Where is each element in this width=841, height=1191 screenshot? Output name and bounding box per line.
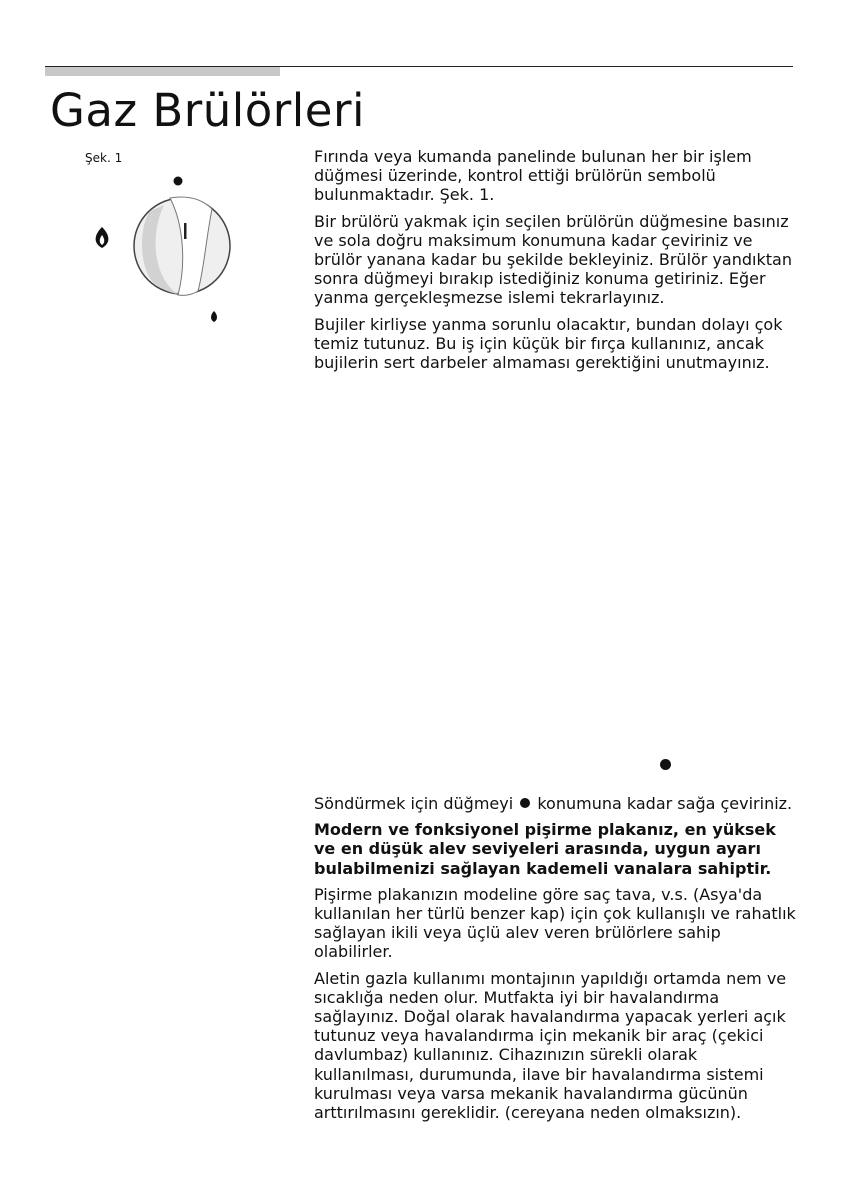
paragraph-wok-burners: Pişirme plakanızın modeline göre saç tava, v.s. (Asya'da kullanılan her türlü benzer kap) için çok kullanışlı ve rahatlık sağlayan ikili veya üçlü alev veren brülörlere sahip olabilirler.: [314, 884, 796, 962]
small-flame-icon: [211, 311, 217, 322]
control-knob: [134, 197, 230, 295]
burner-knob-figure: [80, 165, 240, 335]
paragraph-spark-plugs: Bujiler kirliyse yanma sorunlu olacaktır, bundan dolayı çok temiz tutunuz. Bu iş için küçük bir fırça kullanınız, ancak bujilerin sert darbeler almaması gerektiğini unutmayınız.: [314, 314, 783, 373]
turn-off-text-start: Söndürmek için düğmeyi: [314, 794, 514, 813]
page-title: Gaz Brülörleri: [50, 84, 365, 137]
header-accent-bar: [45, 67, 280, 76]
paragraph-valves: Modern ve fonksiyonel pişirme plakanız, en yüksek ve en düşük alev seviyeleri arasında, uygun ayarı bulabilmenizi sağlayan kademeli vanalara sahiptir.: [314, 820, 776, 878]
ignition-instructions: [314, 147, 802, 379]
off-position-dot-icon: [174, 177, 183, 186]
paragraph-ventilation: Aletin gazla kullanımı montajının yapıldığı ortamda nem ve sıcaklığa neden olur. Mutfakta iyi bir havalandırma sağlayınız. Doğal olarak havalandırma yapacak yerleri açık tutunuz veya havalandırma için mekanik bir araç (çekici davlumbaz) kullanınız. Cihazınızın sürekli olarak kullanılması, durumunda, ilave bir havalandırma sistemi kurulması veya varsa mekanik havalandırma gücünün arttırılmasını gereklidir. (cereyana neden olmaksızın).: [314, 968, 787, 1123]
figure-label: Şek. 1: [85, 151, 123, 165]
off-symbol-icon: [520, 798, 530, 808]
usage-instructions: [314, 794, 802, 1129]
paragraph-symbols: Fırında veya kumanda panelinde bulunan her bir işlem düğmesi üzerinde, kontrol ettiği brülörün sembolü bulunmaktadır. Şek. 1.: [314, 147, 752, 205]
turn-off-text-end: konumuna kadar sağa çeviriniz.: [537, 794, 793, 813]
paragraph-turn-off: [314, 794, 802, 813]
paragraph-ignition: Bir brülörü yakmak için seçilen brülörün düğmesine basınız ve sola doğru maksimum konumuna kadar çeviriniz ve brülör yanana kadar bu şekilde bekleyiniz. Brülör yandıktan sonra düğmeyi bırakıp istediğiniz konuma getiriniz. Eğer yanma gerçekleşmezse islemi tekrarlayınız.: [314, 211, 792, 308]
off-position-dot-icon: [660, 759, 671, 770]
